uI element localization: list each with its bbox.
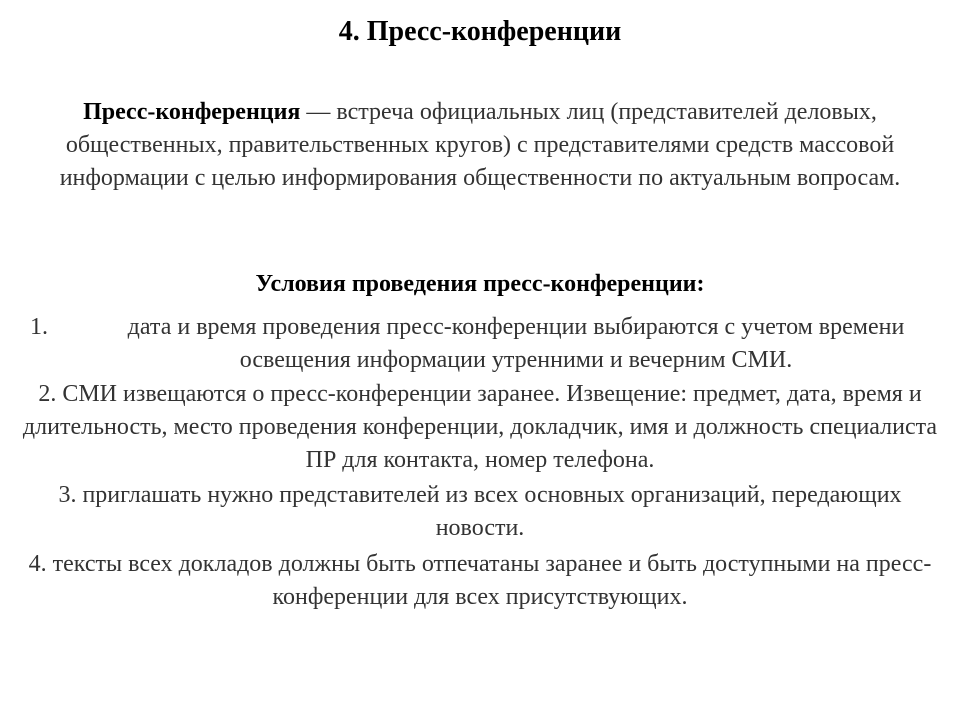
condition-item-1-text: дата и время проведения пресс-конференции выбираются с учетом времени освещения информации утренними и вечерним СМИ.	[127, 314, 905, 373]
condition-item-4: 4. тексты всех докладов должны быть отпечатаны заранее и быть доступными на пресс-конференции для всех присутствующих.	[28, 551, 932, 610]
condition-item-3: 3. приглашать нужно представителей из всех основных организаций, передающих новости.	[58, 482, 902, 541]
definition-paragraph	[40, 96, 920, 195]
definition-text: — встреча официальных лиц (представителей деловых, общественных, правительственных кругов) с представителями средств массовой информации с целью информирования общественности по актуальным вопросам.	[59, 99, 901, 191]
slide-title: 4. Пресс-конференции	[338, 16, 622, 47]
condition-item-1-number: 1.	[30, 314, 48, 340]
condition-item-1	[30, 311, 950, 377]
definition-term: Пресс-конференция	[83, 99, 301, 125]
condition-item-2: 2. СМИ извещаются о пресс-конференции заранее. Извещение: предмет, дата, время и длительность, место проведения конференции, докладчик, имя и должность специалиста ПР для контакта, номер телефона.	[22, 381, 938, 473]
conditions-heading: Условия проведения пресс-конференции:	[255, 271, 705, 297]
